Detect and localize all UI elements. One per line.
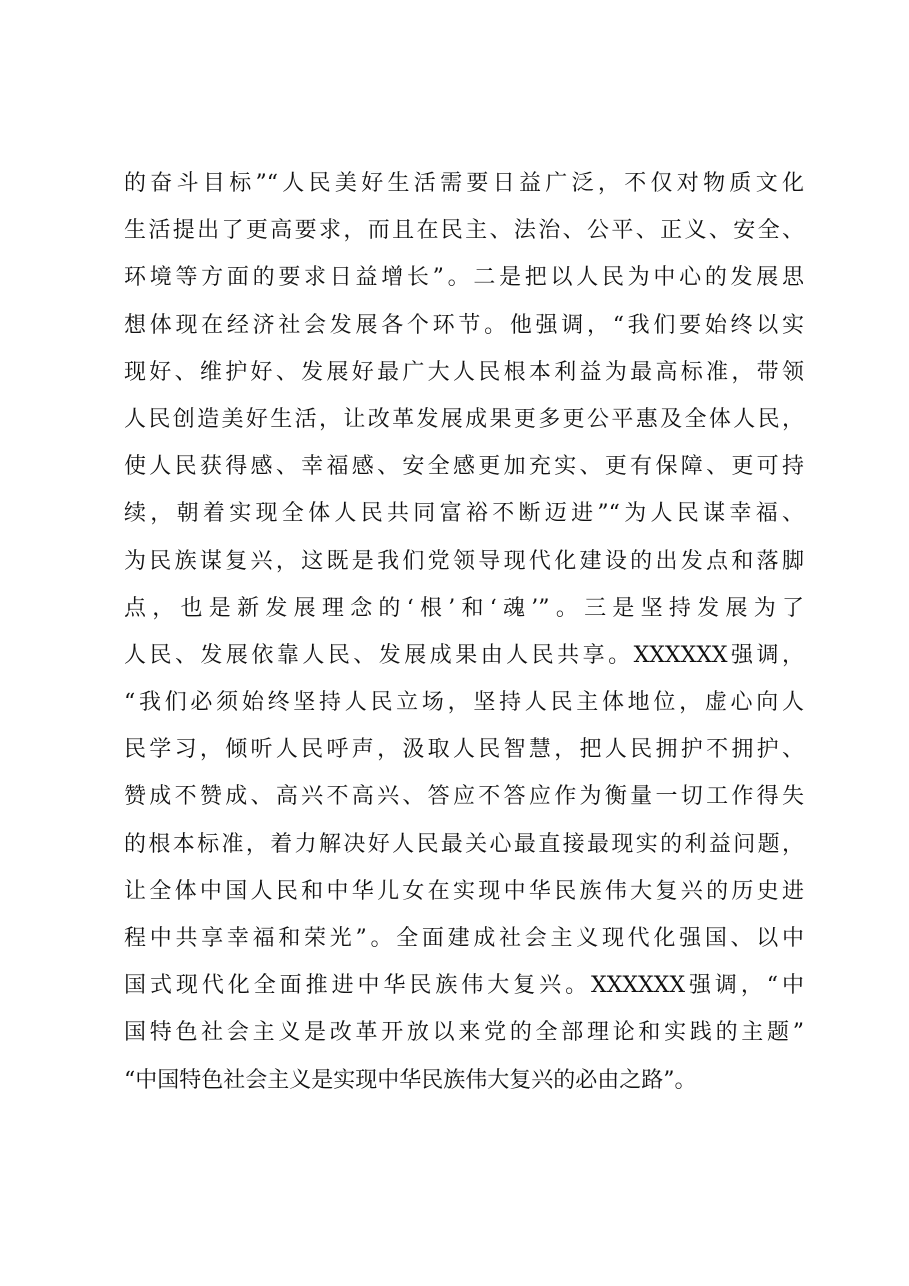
text-line: 使人民获得感、幸福感、安全感更加充实、更有保障、更可持 (124, 454, 804, 480)
text-line: 环境等方面的要求日益增长”。二是把以人民为中心的发展思 (124, 265, 804, 291)
text-line: 民学习，倾听人民呼声，汲取人民智慧，把人民拥护不拥护、 (124, 737, 804, 763)
text-line: 生活提出了更高要求，而且在民主、法治、公平、正义、安全、 (124, 218, 804, 244)
text-line: 续，朝着实现全体人民共同富裕不断迈进”“为人民谋幸福、 (124, 501, 804, 527)
text-line: 让全体中国人民和中华儿女在实现中华民族伟大复兴的历史进 (124, 878, 804, 904)
text-line: 现好、维护好、发展好最广大人民根本利益为最高标准，带领 (124, 359, 804, 385)
text-line: 国式现代化全面推进中华民族伟大复兴。XXXXXX强调，“中 (124, 973, 804, 999)
body-paragraph (124, 160, 804, 1104)
text-line: 赞成不赞成、高兴不高兴、答应不答应作为衡量一切工作得失 (124, 784, 804, 810)
text-line: 人民创造美好生活，让改革发展成果更多更公平惠及全体人民， (124, 406, 804, 432)
text-line: 程中共享幸福和荣光”。全面建成社会主义现代化强国、以中 (124, 926, 804, 951)
text-line: “中国特色社会主义是实现中华民族伟大复兴的必由之路”。 (124, 1067, 697, 1093)
text-line: 想体现在经济社会发展各个环节。他强调，“我们要始终以实 (124, 312, 804, 338)
text-line: 的奋斗目标”“人民美好生活需要日益广泛，不仅对物质文化 (124, 171, 804, 196)
text-line: 的根本标准，着力解决好人民最关心最直接最现实的利益问题， (124, 831, 804, 857)
text-line: “我们必须始终坚持人民立场，坚持人民主体地位，虚心向人 (124, 690, 804, 716)
text-line: 点，也是新发展理念的‘根’和‘魂’”。三是坚持发展为了 (124, 595, 804, 621)
text-line: 国特色社会主义是改革开放以来党的全部理论和实践的主题” (124, 1020, 804, 1046)
text-line: 人民、发展依靠人民、发展成果由人民共享。XXXXXX强调， (124, 642, 804, 668)
text-line: 为民族谋复兴，这既是我们党领导现代化建设的出发点和落脚 (124, 548, 804, 574)
